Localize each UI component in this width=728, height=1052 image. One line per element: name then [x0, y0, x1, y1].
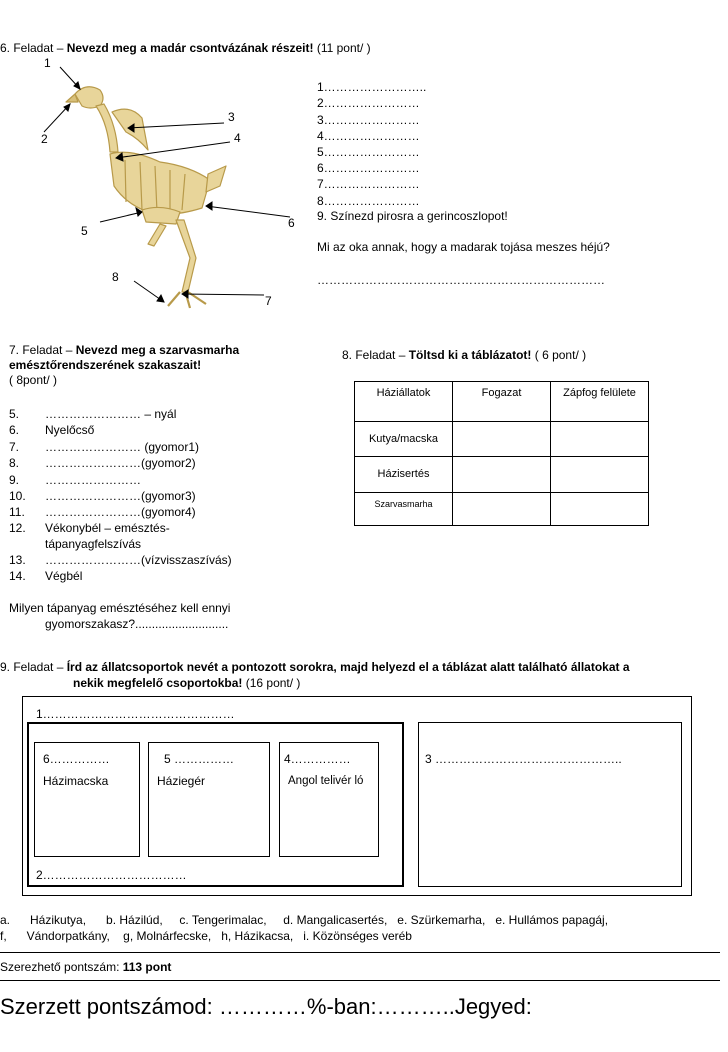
task6-heading: 6. Feladat – Nevezd meg a madár csontvázának részeit! (11 pont/ )	[0, 41, 371, 55]
max-points: Szerezhető pontszám: 113 pont	[0, 960, 172, 974]
animal-teeth-table	[354, 381, 649, 526]
group5-label[interactable]: 5 ……………	[164, 752, 235, 766]
animal-list-line1: a. Házikutya, b. Házilúd, c. Tengerimalac, d. Mangalicasertés, e. Szürkemarha, e. Hullámos papagáj,	[0, 913, 609, 927]
answer-line-4[interactable]: 4……………………	[317, 129, 420, 143]
table-cell[interactable]	[453, 457, 551, 493]
list-item-text[interactable]: …………………… (gyomor1)	[45, 440, 200, 454]
eggshell-answer-line[interactable]: ………………………………………………………………	[317, 273, 605, 287]
divider-top	[0, 952, 720, 953]
group3-label[interactable]: 3 ………………………………………..	[425, 752, 622, 766]
group4-label[interactable]: 4……………	[284, 752, 351, 766]
list-item: 8.	[9, 456, 20, 470]
table-row-label: Kutya/macska	[355, 422, 453, 457]
table-cell[interactable]	[551, 422, 649, 457]
list-item: 13.	[9, 553, 26, 567]
task9-points: (16 pont/ )	[245, 676, 301, 690]
list-item-text[interactable]: ……………………(gyomor3)	[45, 489, 196, 503]
list-item: 14.	[9, 569, 26, 583]
stomach-question-line1: Milyen tápanyag emésztéséhez kell ennyi	[9, 601, 231, 615]
skeleton-label-4: 4	[234, 131, 241, 145]
group2-label[interactable]: 2………………………………	[36, 868, 187, 882]
list-item: 6.	[9, 423, 20, 437]
skeleton-label-8: 8	[112, 270, 119, 284]
answer-line-1[interactable]: 1……………………..	[317, 80, 427, 94]
group3-box	[418, 722, 682, 887]
skeleton-label-3: 3	[228, 110, 235, 124]
eggshell-question: Mi az oka annak, hogy a madarak tojása meszes héjú?	[317, 240, 610, 254]
task8-points: ( 6 pont/ )	[534, 348, 587, 362]
bird-skeleton-image	[30, 62, 330, 322]
skeleton-label-1: 1	[44, 56, 51, 70]
list-item: 10.	[9, 489, 26, 503]
task9-title: Írd az állatcsoportok nevét a pontozott sorokra, majd helyezd el a táblázat alatt található állatokat a	[66, 660, 630, 674]
skeleton-label-2: 2	[41, 132, 48, 146]
answer-line-7[interactable]: 7……………………	[317, 177, 420, 191]
list-item-text: tápanyagfelszívás	[45, 537, 142, 551]
list-item-text[interactable]: ……………………	[45, 473, 141, 487]
task7-heading-line1: 7. Feladat – Nevezd meg a szarvasmarha	[9, 343, 240, 357]
animal-house-mouse: Háziegér	[157, 774, 206, 788]
list-item: 9.	[9, 473, 20, 487]
task8-title: Töltsd ki a táblázatot!	[408, 348, 532, 362]
table-row	[355, 422, 649, 457]
table-header-teeth: Fogazat	[453, 382, 551, 422]
answer-line-3[interactable]: 3……………………	[317, 113, 420, 127]
animal-list-line2: f, Vándorpatkány, g, Molnárfecske, h, Házikacsa, i. Közönséges veréb	[0, 929, 412, 943]
answer-line-8[interactable]: 8……………………	[317, 194, 420, 208]
answer-line-2[interactable]: 2……………………	[317, 96, 420, 110]
task8-heading: 8. Feladat – Töltsd ki a táblázatot! ( 6 pont/ )	[342, 348, 587, 362]
list-item-text: Nyelőcső	[45, 423, 95, 437]
skeleton-label-5: 5	[81, 224, 88, 238]
table-cell[interactable]	[453, 422, 551, 457]
task7-points: ( 8pont/ )	[9, 373, 58, 387]
table-header-molar-surface: Zápfog felülete	[551, 382, 649, 422]
animal-house-cat: Házimacska	[43, 774, 109, 788]
spine-instruction: 9. Színezd pirosra a gerincoszlopot!	[317, 209, 508, 223]
group6-label[interactable]: 6……………	[43, 752, 110, 766]
divider-bottom	[0, 980, 720, 981]
table-cell[interactable]	[453, 493, 551, 526]
table-row-label: Szarvasmarha	[355, 493, 453, 526]
list-item-text: Végbél	[45, 569, 83, 583]
table-row	[355, 457, 649, 493]
list-item-text[interactable]: …………………… – nyál	[45, 407, 177, 421]
task7-title: Nevezd meg a szarvasmarha	[75, 343, 240, 357]
list-item-text: Vékonybél – emésztés-	[45, 521, 170, 535]
list-item: 11.	[9, 505, 25, 519]
task6-points: (11 pont/ )	[316, 41, 371, 55]
table-cell[interactable]	[551, 457, 649, 493]
list-item-text[interactable]: ……………………(gyomor4)	[45, 505, 196, 519]
skeleton-label-6: 6	[288, 216, 295, 230]
task6-title: Nevezd meg a madár csontvázának részeit!	[66, 41, 314, 55]
list-item: 12.	[9, 521, 26, 535]
answer-line-5[interactable]: 5……………………	[317, 145, 420, 159]
table-cell[interactable]	[551, 493, 649, 526]
table-row	[355, 493, 649, 526]
animal-thoroughbred-horse: Angol telivér ló	[288, 775, 364, 787]
task7-heading-line2: emésztőrendszerének szakaszait!	[9, 358, 202, 372]
list-item-text[interactable]: ……………………(vízvisszaszívás)	[45, 553, 232, 567]
skeleton-label-7: 7	[265, 294, 272, 308]
list-item-text[interactable]: ……………………(gyomor2)	[45, 456, 196, 470]
result-line[interactable]: Szerzett pontszámod: …………%-ban:………..Jegyed:	[0, 994, 532, 1019]
task9-heading-line2: nekik megfelelő csoportokba! (16 pont/ )	[73, 676, 301, 690]
list-item: 5.	[9, 407, 20, 421]
table-row-label: Házisertés	[355, 457, 453, 493]
answer-line-6[interactable]: 6……………………	[317, 161, 420, 175]
list-item: 7.	[9, 440, 20, 454]
table-header-animals: Háziállatok	[355, 382, 453, 422]
stomach-question-line2[interactable]: gyomorszakasz?............................	[45, 617, 229, 631]
group1-label[interactable]: 1…………………………………………	[36, 707, 235, 721]
task9-heading-line1: 9. Feladat – Írd az állatcsoportok nevét a pontozott sorokra, majd helyezd el a táblázat alatt található állatokat a	[0, 660, 630, 674]
max-points-value: 113 pont	[122, 960, 172, 974]
